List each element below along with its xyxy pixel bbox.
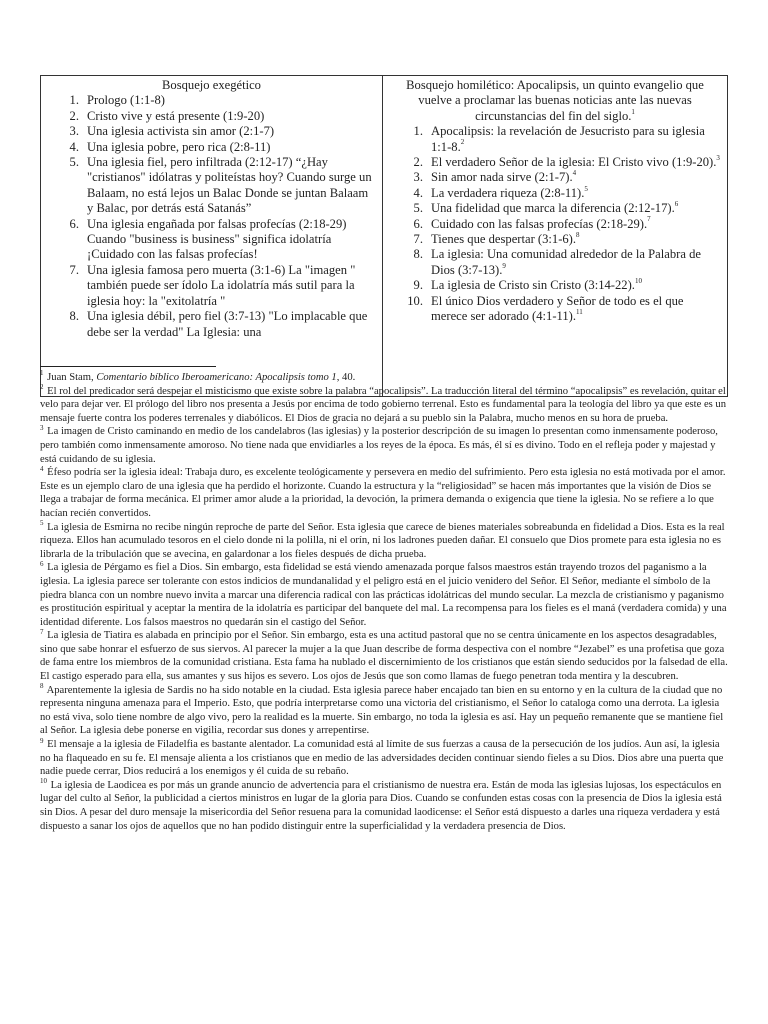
footnote-mark: 6 <box>40 559 44 568</box>
item-number: 3. <box>69 124 79 139</box>
item-text: Sin amor nada sirve (2:1-7). <box>431 170 573 185</box>
exegetical-outline-item <box>47 124 376 139</box>
item-text: Una iglesia famosa pero muerta (3:1-6) La "imagen " también puede ser ídolo La idolatría más sutil para la iglesia hoy: la "exitolatría " <box>87 262 356 308</box>
item-text: Una iglesia engañada por falsas profecías (2:18-29) Cuando "business is business" significa idolatría ¡Cuidado con las falsas profecías! <box>87 216 347 262</box>
footnote-ref: 5 <box>584 184 588 193</box>
item-text: Una fidelidad que marca la diferencia (2:12-17). <box>431 201 675 216</box>
exegetical-outline-list <box>47 93 376 340</box>
footnote-text: Éfeso podría ser la iglesia ideal: Trabaja duro, es excelente teológicamente y persevera en medio del sufrimiento. Pero esta iglesia no está motivada por el amor. Este es un ejemplo claro de una iglesia que ha perdido el horizonte. Cuando la estructura y la “religiosidad” se hacen más importantes que la visión de Dios se llega a trabajar de forma mecánica. El primer amor alude a la prioridad, la devoción, la primera demanda o exigencia que tiene la iglesia. No se refiere a lo que hacían recién convertidos. <box>40 467 726 519</box>
homiletic-outline-cell <box>383 76 728 397</box>
item-text-wrap <box>431 186 721 201</box>
item-text-wrap <box>431 155 721 170</box>
footnote-mark: 3 <box>40 423 44 432</box>
footnote-mark: 5 <box>40 519 44 527</box>
exegetical-outline-item <box>47 309 376 340</box>
footnote <box>40 521 728 562</box>
footnote <box>40 684 728 738</box>
footnote-mark: 1 <box>40 369 44 378</box>
exegetical-outline-item <box>47 93 376 108</box>
footnote-text: La iglesia de Laodicea es por más un grande anuncio de advertencia para el cristianismo de nuestra era. Están de moda las iglesias lujosas, los espectáculos en lugar del culto al Señor, la publicidad a ciertos ministros en lugar de la gloria para Dios. Cuando se confunden estas cosas con la presencia de Dios la iglesia está sin Dios. A pesar del duro mensaje la misericordia del Señor resuena para la comunidad laodicense: el Señor está dispuesto a darles una riqueza verdadera y está dispuesto a sanar los ojos de aquellos que no han podido distinguir entre la superficialidad y la verdadera presencia de Dios. <box>40 779 722 832</box>
item-number: 5. <box>413 201 423 216</box>
homiletic-outline-item <box>389 186 721 201</box>
footnote-text: La iglesia de Tiatira es alabada en principio por el Señor. Sin embargo, esta es una actitud pastoral que no se centra únicamente en los aspectos desagradables, sino que sabe honrar el esfuerzo de sus siervos. Al parecer la mujer a la que Juan describe de forma despectiva con el nombre “Jezabel” es una profetisa que goza de fama entre los miembros de la comunidad cristiana. Esta fama ha nublado el discernimiento de los cristianos que están siendo seducidos por la falsedad de ella. El castigo esperado para ella, sus amantes y sus hijos es severo. Los ojos de Jesús que son como llamas de fuego penetran toda mentira y la descubren. <box>40 630 728 683</box>
exegetical-outline-cell <box>41 76 383 397</box>
item-text: Una iglesia débil, pero fiel (3:7-13) "Lo implacable que debe ser la verdad" La Iglesia: una <box>87 309 368 339</box>
homiletic-outline-item <box>389 278 721 293</box>
footnote <box>40 466 728 520</box>
item-number: 2. <box>69 108 79 123</box>
footnote-separator <box>40 366 216 367</box>
item-number: 5. <box>69 155 79 170</box>
outline-table <box>40 75 728 397</box>
homiletic-outline-list <box>389 124 721 324</box>
exegetical-outline-item <box>47 155 376 217</box>
item-text-wrap <box>431 217 721 232</box>
homiletic-outline-item <box>389 155 721 170</box>
item-text: El único Dios verdadero y Señor de todo es el que merece ser adorado (4:1-11). <box>431 293 684 324</box>
footnote-mark: 10 <box>40 777 47 786</box>
homiletic-outline-title <box>389 78 721 124</box>
exegetical-outline-item <box>47 217 376 263</box>
item-number: 2. <box>413 155 423 170</box>
item-number: 8. <box>413 247 423 262</box>
item-text: Apocalipsis: la revelación de Jesucristo para su iglesia 1:1-8. <box>431 124 705 154</box>
item-number: 10. <box>407 293 423 308</box>
item-text-wrap <box>431 201 721 216</box>
footnote-text: El rol del predicador será despejar el misticismo que existe sobre la palabra “apocalipsis”. La traducción literal del término “apocalipsis” es revelación, quitar el velo para dejar ver. El prólogo del libro nos presenta a Jesús por encima de todo gobierno terrenal. Esto es fundamental para la teología del libro ya que este es un mensaje fuerte contra los poderes terrenales y diabólicos. El Dios de gracia no dejará a su pueblo sin la Palabra, mucho menos en su hora de prueba. <box>40 385 727 424</box>
outline-row <box>41 76 728 397</box>
footnote-text: El mensaje a la iglesia de Filadelfia es bastante alentador. La comunidad está al límite de sus fuerzas a causa de la persecución de los judíos. Aun así, la iglesia no ha flaqueado en su fe. El mensaje alienta a los cristianos que en medio de las adversidades deciden continuar siendo fieles a su Dios. Dios abre una puerta que nadie puede cerrar, Dios reducirá a los enemigos y él cuida de su rebaño. <box>40 739 724 778</box>
footnote-mark: 2 <box>40 383 44 392</box>
homiletic-outline-item <box>389 217 721 232</box>
footnote-ref: 7 <box>647 215 651 224</box>
exegetical-outline-item <box>47 140 376 155</box>
item-number: 9. <box>413 278 423 293</box>
item-number: 6. <box>69 216 79 231</box>
item-text-wrap <box>431 170 721 185</box>
item-text-wrap <box>431 294 721 325</box>
item-text-wrap <box>431 232 721 247</box>
footnote-ref: 6 <box>674 200 679 209</box>
footnote <box>40 385 728 426</box>
footnote-mark: 8 <box>40 682 44 691</box>
item-number: 3. <box>413 170 423 185</box>
exegetical-outline-title: Bosquejo exegético <box>162 78 261 92</box>
exegetical-outline-body <box>47 93 376 393</box>
item-text: La verdadera riqueza (2:8-11). <box>431 185 585 200</box>
footnote-ref: 8 <box>576 230 580 239</box>
footnotes-section <box>40 371 728 833</box>
exegetical-outline-item <box>47 263 376 309</box>
footnote-ref: 4 <box>572 169 577 178</box>
footnote-text: Juan Stam, <box>47 372 97 383</box>
footnote <box>40 561 728 629</box>
item-text: Una iglesia activista sin amor (2:1-7) <box>87 124 275 139</box>
homiletic-outline-item <box>389 170 721 185</box>
footnote-ref: 10 <box>634 277 642 286</box>
item-text: Tienes que despertar (3:1-6). <box>431 232 577 247</box>
item-number: 4. <box>69 139 79 154</box>
footnote <box>40 779 728 833</box>
item-number: 1. <box>413 124 423 139</box>
item-text: La iglesia: Una comunidad alrededor de la Palabra de Dios (3:7-13). <box>431 247 701 277</box>
footnote <box>40 629 728 683</box>
footnote-text: La iglesia de Esmirna no recibe ningún reproche de parte del Señor. Esta iglesia que carece de bienes materiales sobreabunda en fidelidad a Dios. Esta es la real riqueza. Ellos han acumulado tesoros en el cielo donde ni la polilla, ni el orín, ni los ladrones pueden dañar. El consuelo que Dios promete para esta iglesia no es librarla de la tribulación que se avecina, en galardonar a los fieles después de dicha prueba. <box>40 521 725 560</box>
item-text: Prologo (1:1-8) <box>87 93 166 108</box>
item-text-wrap <box>431 247 721 278</box>
homiletic-outline-item <box>389 232 721 247</box>
item-text-wrap <box>431 124 721 155</box>
item-number: 8. <box>69 309 79 324</box>
footnote-mark: 7 <box>40 627 44 636</box>
footnote-text: , 40. <box>336 372 356 383</box>
footnote-mark: 4 <box>40 464 44 473</box>
homiletic-outline-item <box>389 201 721 216</box>
item-text-wrap <box>431 278 721 293</box>
homiletic-title-text: Bosquejo homilético: Apocalipsis, un quinto evangelio que vuelve a proclamar las buenas noticias ante las nuevas circunstancias del fin del siglo. <box>406 78 704 123</box>
homiletic-outline-item <box>389 294 721 325</box>
footnote-text: Aparentemente la iglesia de Sardis no ha sido notable en la ciudad. Esta iglesia parece haber encajado tan bien en su entorno y en la cultura de la ciudad que no representa ninguna amenaza para el Imperio. Esto, que podría interpretarse como una victoria del cristianismo, el Señor lo cataloga como una derrota. La iglesia no está viva, solo tiene nombre de algo vivo, pero la realidad es la muerte. Sin embargo, no toda la iglesia es así. Hay un pequeño remanente que se mantiene fiel al Señor. La iglesia debe ponerse en vigilia, recordar sus dones y arrepentirse. <box>40 684 724 737</box>
item-number: 1. <box>69 93 79 108</box>
item-text: Una iglesia pobre, pero rica (2:8-11) <box>87 139 271 154</box>
item-text: La iglesia de Cristo sin Cristo (3:14-22). <box>431 278 635 293</box>
homiletic-outline-item <box>389 247 721 278</box>
footnote-text: La imagen de Cristo caminando en medio de los candelabros (las iglesias) y la posterior descripción de su imagen lo presentan como inmensamente poderoso, pero también como inmensamente amoroso. No tiene nada que envidiarles a los reyes de la época. Es más, él sí es divino. Todo en el refleja poder y majestad y está cuidando de su iglesia. <box>40 426 718 465</box>
footnote-ref: 9 <box>502 261 506 270</box>
footnote <box>40 371 728 385</box>
item-number: 4. <box>413 185 423 200</box>
item-text: Cristo vive y está presente (1:9-20) <box>87 108 265 123</box>
exegetical-outline-item <box>47 109 376 124</box>
item-text: Una iglesia fiel, pero infiltrada (2:12-17) “¿Hay "cristianos" idólatras y politeístas hoy? Cuando surge un Balaam, no está lejos un Balac Donde se juntan Balaam y Balac, por detrás está Satanás” <box>87 155 372 216</box>
item-text: Cuidado con las falsas profecías (2:18-29). <box>431 216 648 231</box>
footnote-ref: 2 <box>460 138 465 147</box>
homiletic-outline-item <box>389 124 721 155</box>
footnote-ref: 3 <box>716 153 720 162</box>
footnote-book-title: Comentario bíblico Iberoamericano: Apocalipsis tomo 1 <box>96 372 337 383</box>
footnote-ref: 1 <box>631 107 635 116</box>
footnote <box>40 425 728 466</box>
footnote-mark: 9 <box>40 736 44 745</box>
footnote-ref: 11 <box>576 307 583 316</box>
item-number: 7. <box>69 262 79 277</box>
footnote <box>40 738 728 779</box>
item-number: 6. <box>413 216 423 231</box>
footnote-text: La iglesia de Pérgamo es fiel a Dios. Sin embargo, esta fidelidad se está viendo amenazada porque falsos maestros están trayendo trozos del paganismo a la iglesia. La iglesia parece ser tolerante con estos indicios de mundanalidad y el peligro está en el juicio venidero del Señor. El Señor, mediante el símbolo de la piedra blanca con un nombre nuevo invita a marcar una diferencia radical con las prácticas idolátricas del mundo secular. La mezcla de cristianismo y paganismo es prostitución espiritual y aceptar la mentira de la idolatría es participar del banquete del mal. La recompensa para los fieles es el maná (verdadera comida) y una identidad diferente. Los falsos maestros no quedarán sin el castigo del Señor. <box>40 562 727 628</box>
item-number: 7. <box>413 232 423 247</box>
item-text: El verdadero Señor de la iglesia: El Cristo vivo (1:9-20). <box>431 155 717 170</box>
